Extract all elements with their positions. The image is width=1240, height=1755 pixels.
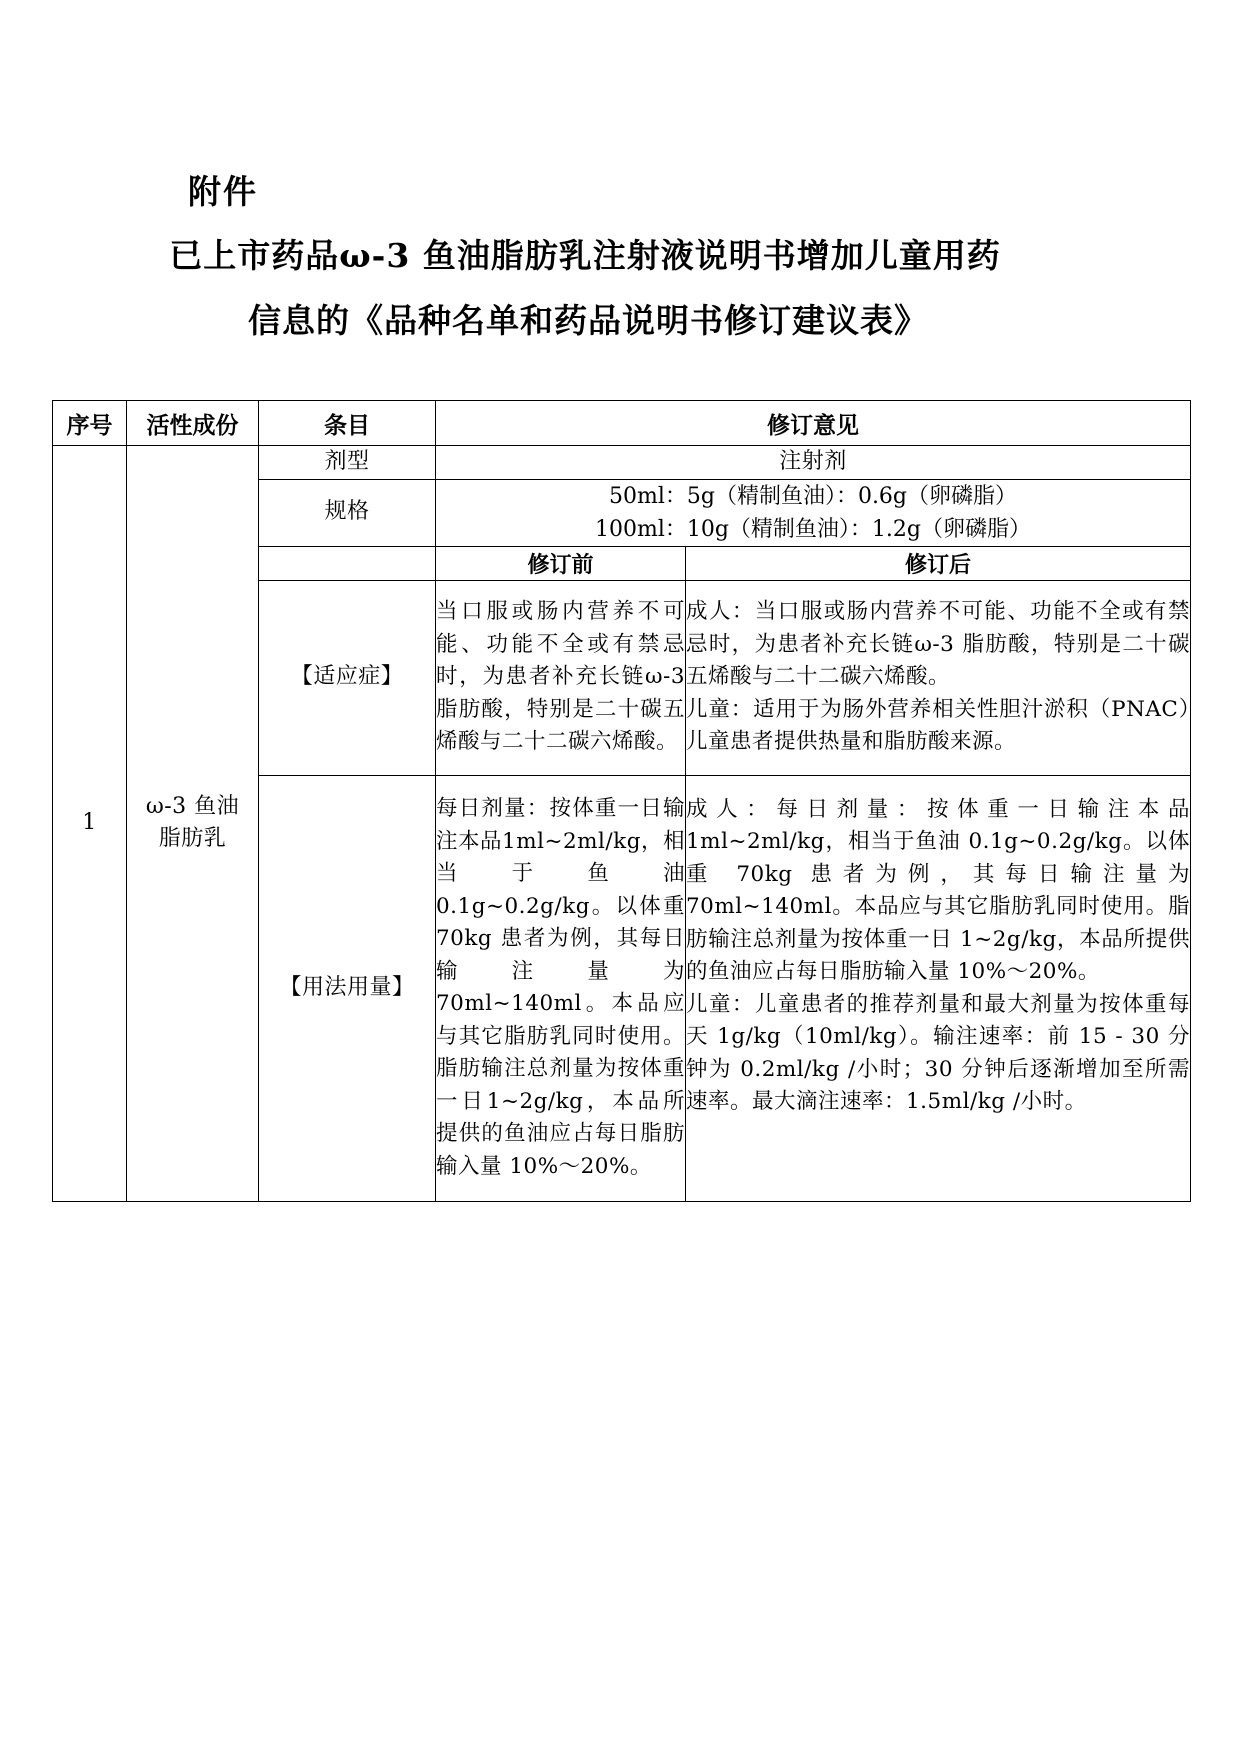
- dosage-form-value: 注射剂: [436, 446, 1191, 480]
- dosage-after-adult: 成人：每日剂量：按体重一日输注本品1ml~2ml/kg，相当于鱼油 0.1g~0.2g/kg。以体重 70kg 患者为例，其每日输注量为70ml~140ml。本品应与其它脂肪乳同时使用。脂肪输注总剂量为按体重一日 1~2g/kg，本品所提供的鱼油应占每日脂肪输入量 10%～20%。: [686, 796, 1190, 984]
- revision-table: [52, 400, 1191, 1202]
- indication-after-child: 儿童：适用于为肠外营养相关性胆汁淤积（PNAC）儿童患者提供热量和脂肪酸来源。: [686, 696, 1190, 755]
- table-row-dosage-form: [53, 446, 1191, 480]
- spec-values: [436, 479, 1191, 546]
- header-item: 条目: [259, 401, 436, 446]
- dosage-form-label: 剂型: [259, 446, 436, 480]
- header-ingredient: 活性成份: [127, 401, 259, 446]
- spec-label: 规格: [259, 479, 436, 546]
- row-number-cell: 1: [53, 446, 127, 1202]
- indication-before: 当口服或肠内营养不可能、功能不全或有禁忌时，为患者补充长链ω-3 脂肪酸，特别是二十碳五烯酸与二十二碳六烯酸。: [436, 580, 686, 775]
- header-no: 序号: [53, 401, 127, 446]
- spec-value-50ml: 50ml：5g（精制鱼油）：0.6g（卵磷脂）: [608, 483, 1018, 509]
- attachment-label: 附件: [188, 172, 258, 211]
- document-title-line-2: 信息的《品种名单和药品说明书修订建议表》: [248, 301, 928, 340]
- header-opinion: 修订意见: [436, 401, 1191, 446]
- dosage-before: 每日剂量：按体重一日输注本品1ml~2ml/kg，相当于鱼油 0.1g~0.2g/kg。以体重 70kg 患者为例，其每日输注量为70ml~140ml。本品应与其它脂肪乳同时使用。脂肪输注总剂量为按体重一日1~2g/kg，本品所提供的鱼油应占每日脂肪输入量 10%～20%。: [436, 775, 686, 1201]
- subheader-empty-cell: [259, 546, 436, 580]
- dosage-after: [686, 775, 1191, 1201]
- dosage-after-child: 儿童：儿童患者的推荐剂量和最大剂量为按体重每天 1g/kg（10ml/kg）。输注速率：前 15 - 30 分钟为 0.2ml/kg /小时；30 分钟后逐渐增加至所需速率。最大滴注速率：1.5ml/kg /小时。: [686, 991, 1190, 1114]
- indication-label: 【适应症】: [259, 580, 436, 775]
- table-header-row: [53, 401, 1191, 446]
- subheader-after: 修订后: [686, 546, 1191, 580]
- ingredient-cell: ω-3 鱼油脂肪乳: [127, 446, 259, 1202]
- subheader-before: 修订前: [436, 546, 686, 580]
- dosage-label: 【用法用量】: [259, 775, 436, 1201]
- indication-after-adult: 成人：当口服或肠内营养不可能、功能不全或有禁忌时，为患者补充长链ω-3 脂肪酸，特别是二十碳五烯酸与二十二碳六烯酸。: [686, 599, 1190, 690]
- indication-after: [686, 580, 1191, 775]
- document-title-line-1: 已上市药品ω-3 鱼油脂肪乳注射液说明书增加儿童用药: [169, 236, 1001, 275]
- spec-value-100ml: 100ml：10g（精制鱼油）：1.2g（卵磷脂）: [594, 516, 1032, 542]
